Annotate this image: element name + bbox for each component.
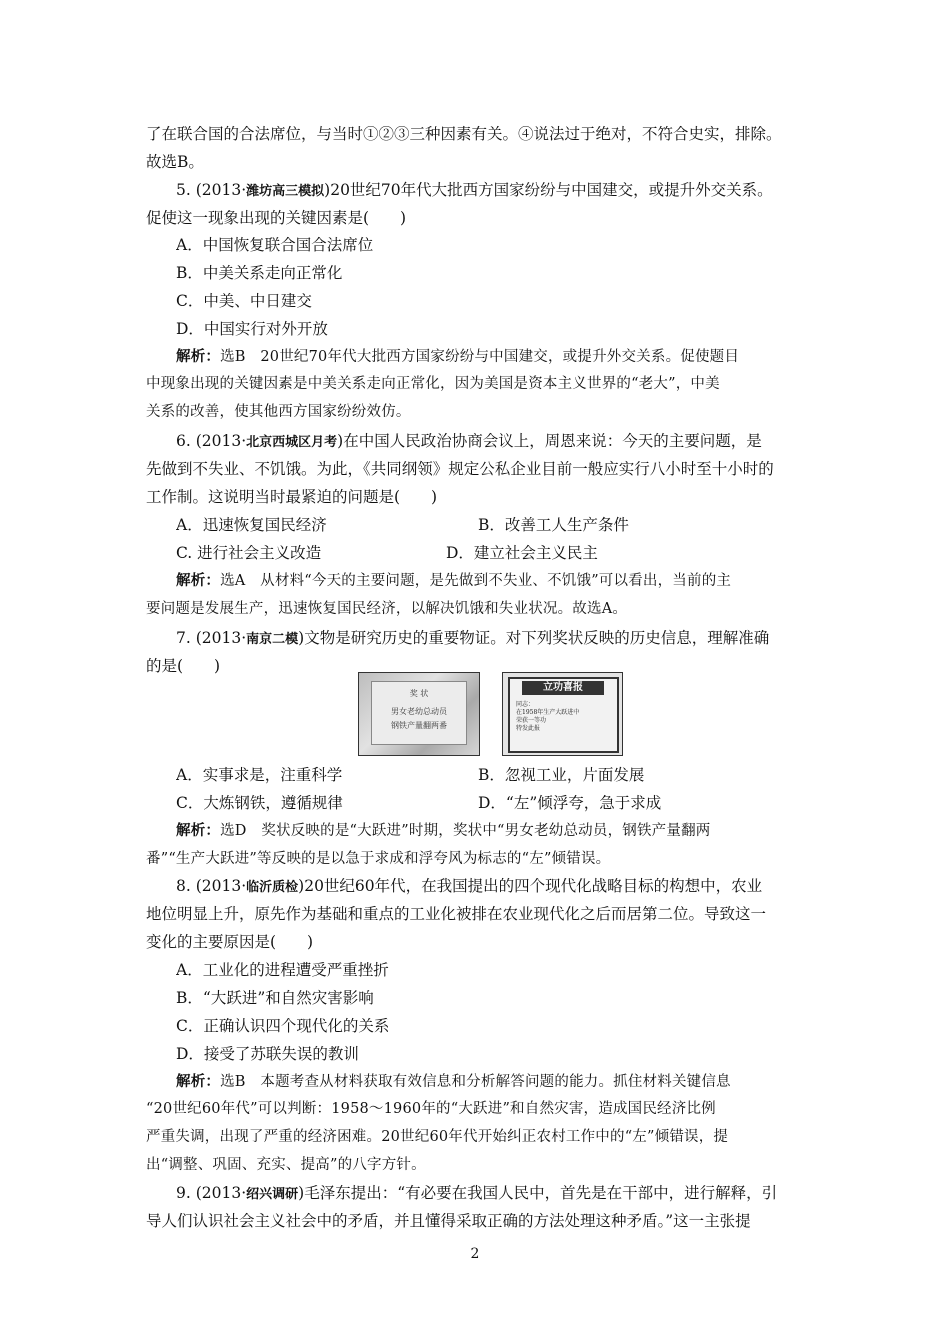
question-8: 8. (2013·临沂质检)20世纪60年代，在我国提出的四个现代化战略目标的构想中，农业 <box>176 877 763 895</box>
question-source: 潍坊高三模拟 <box>246 184 325 199</box>
text-line: 番”“生产大跃进”等反映的是以急于求成和浮夸风为标志的“左”倾错误。 <box>146 851 611 867</box>
question-source: 北京西城区月考 <box>246 435 338 450</box>
analysis-8: 解析：选B 本题考查从材料获取有效信息和分析解答问题的能力。抓住材料关键信息 <box>176 1073 731 1090</box>
option-c: C．中美、中日建交 <box>176 292 312 310</box>
question-source: 绍兴调研 <box>246 1187 299 1202</box>
question-6: 6. (2013·北京西城区月考)在中国人民政治协商会议上，周恩来说：今天的主要问题，是 <box>176 432 762 450</box>
option-a: A．工业化的进程遭受严重挫折 <box>176 961 389 979</box>
option-b: B．忽视工业，片面发展 <box>478 766 645 784</box>
question-9: 9. (2013·绍兴调研)毛泽东提出：“有必要在我国人民中，首先是在干部中，进行解释，引 <box>176 1184 778 1202</box>
question-7: 7. (2013·南京二模)文物是研究历史的重要物证。对下列奖状反映的历史信息，理解准确 <box>176 629 770 647</box>
text-line: 导人们认识社会主义社会中的矛盾，并且懂得采取正确的方法处理这种矛盾。”这一主张提 <box>146 1212 751 1230</box>
option-c: C．大炼钢铁，遵循规律 <box>176 794 343 812</box>
page-number: 2 <box>470 1246 480 1262</box>
text-line: 的是( ) <box>146 657 221 675</box>
question-source: 临沂质检 <box>246 880 299 895</box>
analysis-7: 解析：选D 奖状反映的是“大跃进”时期，奖状中“男女老幼总动员，钢铁产量翻两 <box>176 822 711 839</box>
option-b: B．中美关系走向正常化 <box>176 264 343 282</box>
analysis-5: 解析：选B 20世纪70年代大批西方国家纷纷与中国建交，或提升外交关系。促使题目 <box>176 348 740 365</box>
option-c: C．正确认识四个现代化的关系 <box>176 1017 390 1035</box>
analysis-6: 解析：选A 从材料“今天的主要问题，是先做到不失业、不饥饿”可以看出，当前的主 <box>176 572 732 589</box>
text-line: 工作制。这说明当时最紧迫的问题是( ) <box>146 488 438 506</box>
option-a: A．迅速恢复国民经济 <box>176 516 327 534</box>
text-line: 严重失调，出现了严重的经济困难。20世纪60年代开始纠正农村工作中的“左”倾错误，提 <box>146 1129 729 1145</box>
option-a: A．实事求是，注重科学 <box>176 766 343 784</box>
question-source: 南京二模 <box>246 632 299 647</box>
option-a: A．中国恢复联合国合法席位 <box>176 236 374 254</box>
option-c: C. 进行社会主义改造 <box>176 544 322 562</box>
question-5: 5. (2013·潍坊高三模拟)20世纪70年代大批西方国家纷纷与中国建交，或提升外交关系。 <box>176 181 773 199</box>
option-d: D．接受了苏联失误的教训 <box>176 1045 359 1063</box>
text-line: “20世纪60年代”可以判断：1958～1960年的“大跃进”和自然灾害，造成国民经济比例 <box>146 1101 716 1117</box>
option-b: B．改善工人生产条件 <box>478 516 629 534</box>
text-line: 促使这一现象出现的关键因素是( ) <box>146 209 407 227</box>
option-d: D．“左”倾浮夸，急于求成 <box>478 794 662 812</box>
option-b: B．“大跃进”和自然灾害影响 <box>176 989 374 1007</box>
option-d: D．中国实行对外开放 <box>176 320 328 338</box>
text-line: 中现象出现的关键因素是中美关系走向正常化，因为美国是资本主义世界的“老大”，中美 <box>146 376 720 392</box>
text-line: 变化的主要原因是( ) <box>146 933 314 951</box>
text-line: 先做到不失业、不饥饿。为此，《共同纲领》规定公私企业目前一般应实行八小时至十小时的 <box>146 460 774 478</box>
text-line: 地位明显上升，原先作为基础和重点的工业化被排在农业现代化之后而居第二位。导致这一 <box>146 905 767 923</box>
certificate-image-steel: 奖 状 男女老幼总动员 钢铁产量翻两番 <box>358 672 480 756</box>
certificate-image-merit: 立功喜报 同志： 在1958年生产大跃进中 荣获一等功 特发此报 <box>502 672 623 756</box>
option-d: D．建立社会主义民主 <box>446 544 598 562</box>
text-line: 关系的改善，使其他西方国家纷纷效仿。 <box>146 404 411 420</box>
text-line: 了在联合国的合法席位，与当时①②③三种因素有关。④说法过于绝对，不符合史实，排除。 <box>146 125 782 143</box>
text-line: 出“调整、巩固、充实、提高”的八字方针。 <box>146 1157 426 1173</box>
text-line: 要问题是发展生产，迅速恢复国民经济，以解决饥饿和失业状况。故选A。 <box>146 601 628 617</box>
text-line: 故选B。 <box>146 153 204 171</box>
